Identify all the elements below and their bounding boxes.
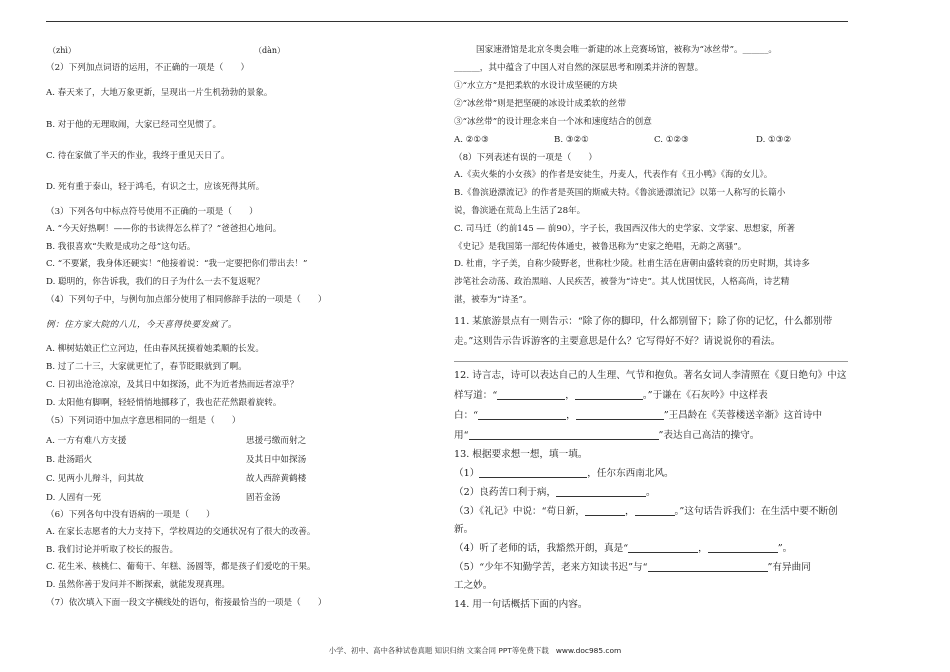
q13-item-2-b: 。 — [646, 487, 656, 498]
q11-line-1: 11. 某旅游景点有一则告示：“除了你的脚印，什么都别留下；除了你的记忆，什么都别带 — [454, 316, 833, 327]
q13-item-1-a: （1） — [454, 468, 480, 479]
q8-option-b2: 说，鲁滨逊在荒岛上生活了28年。 — [454, 206, 586, 216]
pinyin-zhi: （zhì） — [48, 46, 76, 55]
q8-option-d2: 涉笔社会动荡、政治黑暗、人民疾苦，被誉为“诗史”。其人忧国忧民，人格高尚，诗艺精 — [454, 277, 790, 287]
q7-choice-c: C. ①②③ — [654, 135, 689, 145]
q13-blank-3[interactable] — [585, 506, 625, 516]
q13-stem: 13. 根据要求想一想，填一填。 — [454, 449, 588, 460]
q12-line-2-b: ， — [565, 390, 575, 401]
q13-item-2-a: （2）良药苦口利于病， — [454, 487, 557, 498]
q8-option-a: A.《卖火柴的小女孩》的作者是安徒生，丹麦人，代表作有《丑小鸭》《海的女儿》。 — [454, 170, 773, 180]
option-3: ③“冰丝带”的设计理念来自一个冰和速度结合的创意 — [454, 117, 652, 127]
q8-stem: （8）下列表述有误的一项是（ ） — [454, 153, 597, 163]
q13-item-3-cont: 新。 — [454, 524, 474, 535]
q5-row-d-left: D. 人固有一死 — [46, 493, 102, 503]
q5-row-b-left: B. 赴汤蹈火 — [46, 455, 93, 465]
q5-row-c-left: C. 见两小儿辩斗，问其故 — [46, 474, 144, 484]
q3-option-d: D. 聪明的，你告诉我，我们的日子为什么一去不复返呢？ — [46, 277, 265, 287]
q3-stem: （3）下列各句中标点符号使用不正确的一项是（ ） — [46, 207, 258, 217]
q13-item-1 — [454, 468, 674, 479]
q8-option-b1: B.《鲁滨逊漂流记》的作者是英国的斯威夫特。《鲁滨逊漂流记》以第一人称写的长篇小 — [454, 188, 786, 198]
q12-line-4-a: 用“ — [454, 430, 469, 441]
q2-option-a: A. 春天来了，大地万象更新，呈现出一片生机勃勃的景象。 — [46, 88, 273, 98]
q5-row-a-right: 思援弓缴而射之 — [246, 436, 307, 446]
q5-row-b-right: 及其日中如探汤 — [246, 455, 307, 465]
q5-row-d-right: 固若金汤 — [246, 493, 281, 503]
q6-stem: （6）下列各句中没有语病的一项是（ ） — [46, 510, 215, 520]
q7-choice-d: D. ①③② — [756, 135, 792, 145]
q13-item-3 — [454, 506, 838, 517]
q12-line-2-a: 样写道：“ — [454, 390, 498, 401]
q4-option-c: C. 日初出沧沧凉凉，及其日中如探汤，此不为近者热而远者凉乎？ — [46, 380, 299, 390]
q8-option-d1: D. 杜甫，字子美，自称少陵野老，世称杜少陵。杜甫生活在唐朝由盛转衰的历史时期，其诗多 — [454, 259, 810, 269]
q13-blank-2[interactable] — [556, 487, 646, 497]
q13-blank-5[interactable] — [628, 543, 698, 553]
pinyin-dan: （dàn） — [254, 46, 286, 55]
option-2: ②“冰丝带”则是把坚硬的冰设计成柔软的丝带 — [454, 99, 627, 109]
q13-item-4-b: ， — [698, 543, 708, 554]
q4-example: 例：住方家大院的八儿，今天喜得快要发疯了。 — [46, 320, 237, 330]
passage-line-2: ______，其中蕴含了中国人对自然的深层思考和刚柔并济的智慧。 — [454, 63, 704, 73]
q12-line-3 — [454, 410, 822, 421]
q13-item-4 — [454, 543, 792, 554]
q13-blank-6[interactable] — [708, 543, 778, 553]
q12-line-2 — [454, 390, 768, 401]
q13-item-5-a: （5）“少年不知勤学苦，老来方知读书迟”与“ — [454, 562, 648, 573]
footer-url[interactable]: www.doc985.com — [555, 646, 622, 655]
q4-option-d: D. 太阳他有脚啊，轻轻悄悄地挪移了，我也茫茫然跟着旋转。 — [46, 398, 282, 408]
q13-item-4-c: ”。 — [777, 543, 793, 554]
q14-stem: 14. 用一句话概括下面的内容。 — [454, 599, 588, 610]
q12-line-4-b: ”表达自己高洁的操守。 — [658, 430, 760, 441]
q2-option-b: B. 对于他的无理取闹，大家已经司空见惯了。 — [46, 120, 222, 130]
q12-line-3-a: 白：“ — [454, 410, 479, 421]
q6-option-b: B. 我们讨论并听取了校长的报告。 — [46, 545, 179, 555]
q12-blank-2[interactable] — [575, 390, 643, 400]
q13-item-3-c: 。”这句话告诉我们：在生活中要不断创 — [674, 506, 838, 517]
q6-option-c: C. 花生米、核桃仁、葡萄干、年糕、汤圆等，都是孩子们爱吃的干果。 — [46, 562, 316, 572]
q7-choice-b: B. ③②① — [554, 135, 589, 145]
q6-option-a: A. 在家长志愿者的大力支持下，学校周边的交通状况有了很大的改善。 — [46, 527, 316, 537]
q12-line-3-b: ， — [566, 410, 576, 421]
q13-item-5-b: ”有异曲同 — [767, 562, 811, 573]
q11-line-2: 走。”这则告示告诉游客的主要意思是什么？它写得好不好？请说说你的看法。 — [454, 336, 781, 347]
q5-stem: （5）下列词语中加点字意思相同的一组是（ ） — [46, 416, 241, 426]
q13-blank-1[interactable] — [479, 468, 587, 478]
q12-line-3-c: ”王昌龄在《芙蓉楼送辛渐》这首诗中 — [663, 410, 823, 421]
q2-stem: （2）下列加点词语的运用，不正确的一项是（ ） — [46, 63, 250, 73]
q13-item-3-a: （3）《礼记》中说：“苟日新， — [454, 506, 585, 517]
q13-blank-7[interactable] — [648, 562, 768, 572]
option-1: ①“水立方”是把柔软的水设计成坚硬的方块 — [454, 81, 618, 91]
q5-row-c-right: 故人西辞黄鹤楼 — [246, 474, 307, 484]
q3-option-c: C. “不要紧，我身体还硬实！”他接着说：“我一定要把你们带出去！” — [46, 259, 308, 269]
q4-stem: （4）下列句子中，与例句加点部分使用了相同修辞手法的一项是（ ） — [46, 295, 327, 305]
q12-blank-4[interactable] — [576, 410, 664, 420]
q13-item-5 — [454, 562, 811, 573]
q8-option-c2: 《史记》是我国第一部纪传体通史，被鲁迅称为“史家之绝唱，无韵之离骚”。 — [454, 242, 747, 252]
q2-option-c: C. 待在家做了半天的作业，我终于重见天日了。 — [46, 151, 230, 161]
q3-option-b: B. 我很喜欢“失败是成功之母”这句话。 — [46, 242, 196, 252]
footer-text: 小学、初中、高中各种试卷真题 知识归纳 文案合同 PPT等免费下载 — [328, 646, 549, 655]
q12-line-4 — [454, 430, 759, 441]
q7-choice-a: A. ②①③ — [454, 135, 489, 145]
q11-answer-line[interactable] — [454, 361, 848, 362]
q6-option-d: D. 虽然你善于发问并不断探索，就能发现真理。 — [46, 580, 230, 590]
q12-line-2-c: 。”于谦在《石灰吟》中这样表 — [642, 390, 768, 401]
q5-row-a-left: A. 一方有难八方支援 — [46, 436, 127, 446]
q12-blank-5[interactable] — [469, 430, 659, 440]
q3-option-a: A. “今天好热啊！——你的书读得怎么样了？”爸爸担心地问。 — [46, 224, 282, 234]
passage-line-1: 国家速滑馆是北京冬奥会唯一新建的冰上竞赛场馆，被称为“冰丝带”。______。 — [476, 45, 777, 55]
q4-option-a: A. 柳树姑娘正伫立河边，任由春风抚摸着她柔顺的长发。 — [46, 344, 264, 354]
q12-line-1: 12. 诗言志，诗可以表达自己的人生理、气节和抱负。著名女词人李清照在《夏日绝句》中这 — [454, 370, 847, 381]
q2-option-d: D. 死有重于泰山，轻于鸿毛，有识之士，应该死得其所。 — [46, 182, 265, 192]
q12-blank-1[interactable] — [497, 390, 565, 400]
q13-item-1-b: ，任尔东西南北风。 — [587, 468, 674, 479]
q13-item-5-cont: 工之妙。 — [454, 580, 493, 591]
q4-option-b: B. 过了二十三，大家就更忙了，春节眨眼就到了啊。 — [46, 362, 247, 372]
q8-option-c1: C. 司马迁（约前145 — 前90），字子长，我国西汉伟大的史学家、文学家、思想家，所著 — [454, 224, 796, 234]
top-rule — [46, 21, 848, 22]
footer — [0, 645, 950, 656]
q8-option-d3: 湛，被奉为“诗圣”。 — [454, 295, 532, 305]
q13-item-4-a: （4）听了老师的话，我豁然开朗，真是“ — [454, 543, 629, 554]
q13-item-3-b: ， — [624, 506, 635, 517]
q12-blank-3[interactable] — [478, 410, 566, 420]
q13-item-2 — [454, 487, 656, 498]
q13-blank-4[interactable] — [635, 506, 675, 516]
q7-stem: （7）依次填入下面一段文字横线处的语句，衔接最恰当的一项是（ ） — [46, 598, 327, 608]
